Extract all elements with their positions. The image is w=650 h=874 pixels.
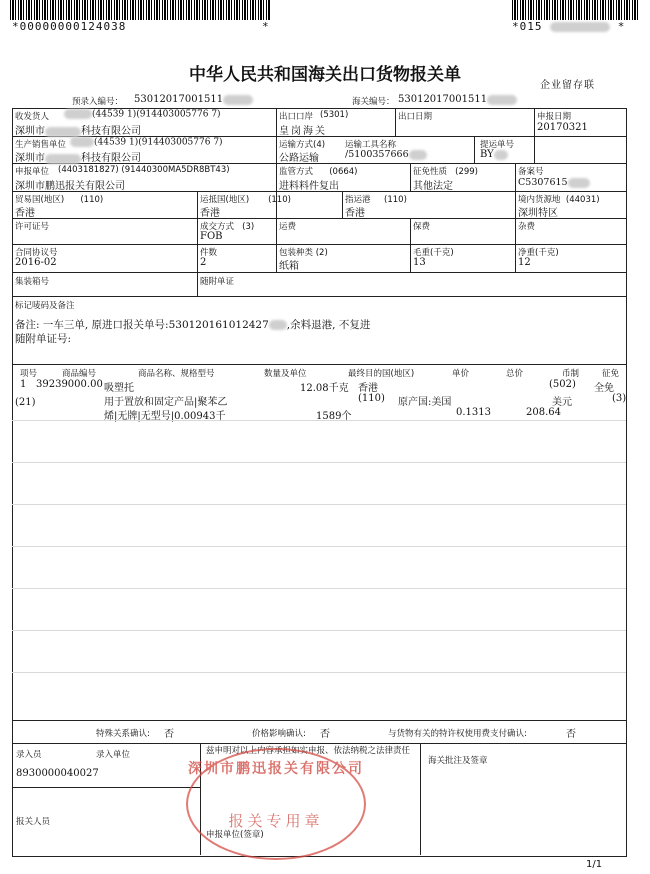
form-title: 中华人民共和国海关出口货物报关单 — [189, 65, 461, 85]
declarant-code: (4403181827) (91440300MA5DR8BT43) — [58, 165, 230, 175]
pre-entry-number: 53012017001511 — [134, 94, 224, 105]
pieces-label: 件数 — [200, 248, 218, 258]
goods-header-levy: 征免 — [602, 369, 620, 379]
redaction — [487, 95, 517, 105]
page-number: 1/1 — [586, 859, 603, 870]
company-suffix: 科技有限公司 — [81, 126, 141, 137]
redaction — [269, 320, 287, 330]
net-value: 12 — [518, 257, 531, 268]
packing-code: (2) — [315, 248, 328, 258]
pre-entry-label: 预录入编号： — [72, 97, 124, 107]
row-line — [12, 244, 626, 245]
export-port-code: (5301) — [320, 110, 349, 120]
bol-value — [480, 149, 508, 160]
container-label: 集装箱号 — [15, 277, 50, 287]
customs-no-number: 53012017001511 — [398, 94, 488, 105]
bol-label: 提运单号 — [480, 140, 515, 150]
net-label: 净重(千克) — [518, 248, 559, 258]
gross-value: 13 — [413, 257, 426, 268]
transport-value: 公路运输 — [279, 153, 319, 164]
entry-unit-label: 录入单位 — [96, 750, 131, 760]
goods-total: 208.64 — [526, 407, 561, 418]
record-label: 备案号 — [518, 167, 544, 177]
dest-country-value: 香港 — [200, 208, 220, 219]
tax-value: 其他法定 — [413, 181, 453, 192]
redaction — [568, 178, 590, 188]
barcode-right-text: *015 — [512, 20, 543, 33]
barcode-left — [10, 0, 270, 20]
misc-label: 杂费 — [518, 222, 536, 232]
col-line — [276, 108, 277, 164]
remarks-line1: 备注: 一车三单, 原进口报关单号:530120161012427 ,余料退港, 不复进 — [15, 319, 371, 331]
deal-label-text: 成交方式 — [200, 222, 235, 232]
royalty-label: 与货物有关的特许权使用费支付确认: — [388, 729, 527, 739]
row-line — [12, 787, 200, 788]
trade-country-value: 香港 — [15, 208, 35, 219]
redaction — [223, 95, 253, 105]
goods-grid-line — [12, 420, 626, 421]
decl-unit-sign-label: 申报单位(签章) — [206, 830, 264, 840]
customs-no-value — [398, 94, 517, 105]
port-label-text: 指运港 — [345, 195, 371, 205]
goods-levy: 全免 — [594, 383, 614, 394]
goods-origin: 原产国:美国 — [398, 397, 452, 408]
redaction — [550, 22, 610, 32]
row-line — [12, 743, 626, 744]
packing-value: 纸箱 — [279, 261, 299, 272]
bol-value-text: BY — [480, 149, 494, 160]
consignor-name-text: 深圳市 — [15, 126, 45, 137]
copy-label: 企业留存联 — [540, 80, 595, 91]
special-relation-label: 特殊关系确认: — [96, 729, 150, 739]
goods-grid-line — [12, 588, 626, 589]
goods-name: 吸塑托 — [104, 383, 134, 394]
remarks-line1-text: 备注: 一车三单, 原进口报关单号:530120161012427 — [15, 319, 269, 331]
redaction — [70, 137, 94, 147]
row-line — [12, 364, 626, 365]
special-relation-value: 否 — [164, 729, 174, 740]
source-label-text: 境内货源地 — [518, 195, 561, 205]
seal-arc-text: 深圳市鹏迅报关有限公司 — [188, 761, 364, 777]
goods-header-currency: 币制 — [562, 369, 580, 379]
gross-label: 毛重(千克) — [413, 248, 454, 258]
goods-spec1: 用于置放和固定产品|聚苯乙 — [104, 397, 228, 408]
customs-no-label: 海关编号： — [352, 97, 395, 107]
declarant-label: 申报单位 — [15, 167, 50, 177]
goods-currency-code: (502) — [549, 379, 576, 390]
goods-grid-line — [12, 462, 626, 463]
supervision-value: 进料料件复出 — [279, 181, 339, 192]
export-port-label: 出口口岸 — [279, 112, 314, 122]
entry-number: 8930000040027 — [16, 768, 99, 779]
goods-dest: 香港 — [358, 383, 378, 394]
pieces-value: 2 — [200, 257, 207, 268]
remarks-line1b-text: 余料退港, 不复进 — [290, 319, 371, 331]
decl-date-value: 20170321 — [537, 122, 588, 133]
goods-spec2: 烯|无牌|无型号|0.00943千 — [104, 411, 226, 422]
tax-label — [413, 165, 478, 177]
redaction — [494, 150, 508, 160]
col-line — [276, 163, 277, 219]
royalty-value: 否 — [566, 729, 576, 740]
dest-country-label-text: 运抵国(地区) — [200, 195, 250, 205]
goods-header-qty: 数量及单位 — [264, 369, 307, 379]
trade-country-label-text: 贸易国(地区) — [15, 195, 65, 205]
producer-label: 生产销售单位 — [15, 140, 67, 150]
packing-label-text: 包装种类 — [279, 248, 314, 258]
deal-code: (3) — [242, 222, 255, 232]
source-value: 深圳特区 — [518, 208, 558, 219]
declarant-value: 深圳市鹏迅报关有限公司 — [15, 181, 125, 192]
goods-header-total: 总价 — [506, 369, 524, 379]
barcode-right — [512, 0, 640, 20]
transport-code: (4) — [313, 140, 326, 150]
barcode-left-number: *00000000124038 — [12, 20, 127, 33]
redaction — [45, 127, 81, 137]
port-value: 香港 — [345, 208, 365, 219]
col-line — [197, 191, 198, 296]
price-influence-value: 否 — [320, 729, 330, 740]
goods-currency: 美元 — [552, 397, 572, 408]
goods-header-item: 项号 — [20, 369, 38, 379]
goods-code21: (21) — [15, 397, 36, 408]
goods-grid-line — [12, 546, 626, 547]
pre-entry-value — [134, 94, 253, 105]
freight-label: 运费 — [279, 222, 297, 232]
col-line — [474, 136, 475, 164]
goods-grid-line — [12, 504, 626, 505]
insurance-label: 保费 — [413, 222, 431, 232]
producer-name-text: 深圳市 — [15, 153, 45, 164]
goods-levy-code: (3) — [612, 393, 627, 404]
redaction — [409, 150, 427, 160]
consignor-name — [15, 122, 141, 137]
tool-value — [345, 149, 427, 160]
agent-label: 报关人员 — [16, 817, 51, 827]
dest-country-code: (110) — [268, 195, 291, 205]
export-port-value: 皇岗海关 — [279, 126, 327, 137]
contract-label: 合同协议号 — [15, 248, 58, 258]
supervision-label-text: 监管方式 — [279, 167, 314, 177]
supervision-code: (0664) — [329, 167, 358, 177]
trade-country-code: (110) — [80, 195, 104, 205]
entry-person-label: 录入员 — [16, 750, 42, 760]
remarks-label: 标记唛码及备注 — [15, 301, 75, 311]
col-line — [395, 108, 396, 136]
goods-qty1: 12.08千克 — [300, 383, 349, 394]
supervision-label — [279, 165, 358, 177]
goods-grid-line — [12, 672, 626, 673]
tool-value-text: /5100357666 — [345, 149, 409, 160]
barcode-right-number — [512, 20, 625, 33]
company-seal — [186, 748, 366, 860]
row-line — [12, 272, 626, 273]
tool-label: 运输工具名称 — [345, 140, 397, 150]
remarks-line2: 随附单证号: — [15, 333, 72, 345]
redaction — [45, 154, 81, 164]
contract-value: 2016-02 — [15, 257, 57, 268]
goods-item-no: 1 — [20, 379, 27, 390]
col-line — [534, 108, 535, 164]
record-value — [518, 177, 590, 188]
docs-label: 随附单证 — [200, 277, 235, 287]
goods-unit-price: 0.1313 — [456, 407, 491, 418]
row-line — [12, 720, 626, 721]
license-label: 许可证号 — [15, 222, 50, 232]
tax-label-text: 征免性质 — [413, 167, 448, 177]
record-value-text: C5307615 — [518, 177, 568, 188]
goods-qty2: 1589个 — [316, 411, 352, 422]
col-line — [276, 218, 277, 272]
producer-name — [15, 149, 141, 164]
deal-value: FOB — [200, 231, 223, 242]
export-date-label: 出口日期 — [398, 112, 433, 122]
redaction — [64, 109, 92, 119]
goods-hs: 39239000.00 — [36, 379, 103, 390]
col-line — [342, 191, 343, 219]
customs-approval-label: 海关批注及签章 — [428, 756, 488, 766]
producer-company-suffix: 科技有限公司 — [81, 153, 141, 164]
col-line — [410, 218, 411, 272]
col-line — [410, 163, 411, 191]
tax-code: (299) — [455, 167, 478, 177]
row-line — [12, 296, 626, 297]
consignor-code — [64, 109, 221, 120]
goods-header-name: 商品名称、规格型号 — [138, 369, 215, 379]
transport-label-text: 运输方式 — [279, 140, 314, 150]
col-line — [420, 743, 421, 855]
seal-center-text: 报关专用章 — [228, 812, 324, 830]
goods-header-dest: 最终目的国(地区) — [348, 369, 415, 379]
producer-code-text: (44539 1)(914403005776 7) — [94, 137, 223, 148]
consignor-label: 收发货人 — [15, 112, 50, 122]
port-code: (110) — [384, 195, 407, 205]
producer-code — [70, 137, 223, 148]
col-line — [515, 163, 516, 272]
declaration-statement: 兹申明对以上内容承担如实申报、依法纳税之法律责任 — [206, 746, 411, 756]
barcode-left-star: * — [262, 20, 270, 33]
goods-dest-code: (110) — [358, 393, 385, 404]
price-influence-label: 价格影响确认: — [252, 729, 306, 739]
decl-date-label: 申报日期 — [537, 112, 572, 122]
consignor-code-text: (44539 1)(914403005776 7) — [92, 109, 221, 120]
barcode-right-star: * — [617, 20, 626, 33]
goods-grid-line — [12, 630, 626, 631]
source-code: (44031) — [565, 195, 600, 205]
goods-header-hs: 商品编号 — [62, 369, 97, 379]
goods-header-price: 单价 — [452, 369, 470, 379]
